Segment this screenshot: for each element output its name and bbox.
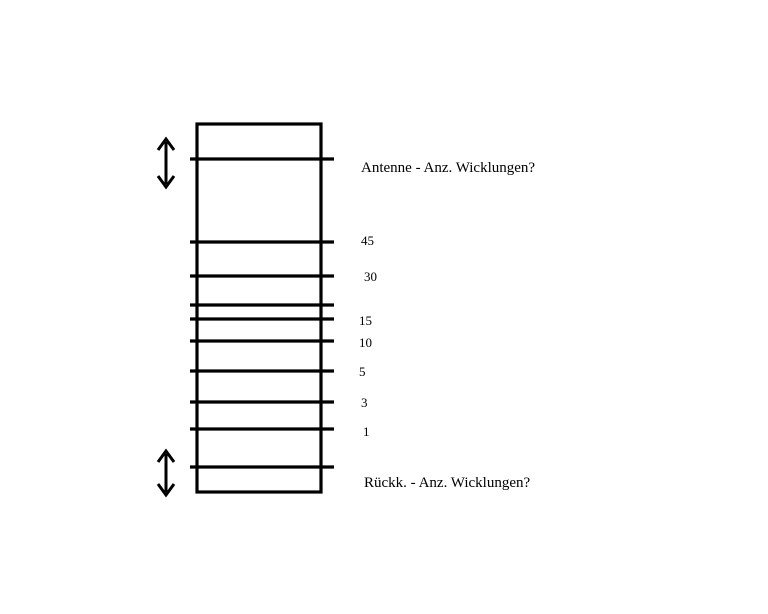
label-tap-3: 3	[361, 395, 368, 410]
label-tap-5: 5	[359, 364, 366, 379]
winding-count-arrow-bottom	[158, 451, 174, 495]
label-tap-45: 45	[361, 233, 374, 248]
label-rueckkopplung-windings: Rückk. - Anz. Wicklungen?	[364, 475, 531, 491]
label-tap-15: 15	[359, 313, 372, 328]
tap-lines	[190, 159, 334, 467]
label-tap-1: 1	[363, 424, 370, 439]
winding-count-arrow-top	[158, 139, 174, 187]
label-tap-30: 30	[364, 269, 377, 284]
coil-body	[197, 124, 321, 492]
label-tap-10: 10	[359, 335, 372, 350]
label-antenne-windings: Antenne - Anz. Wicklungen?	[361, 160, 536, 176]
